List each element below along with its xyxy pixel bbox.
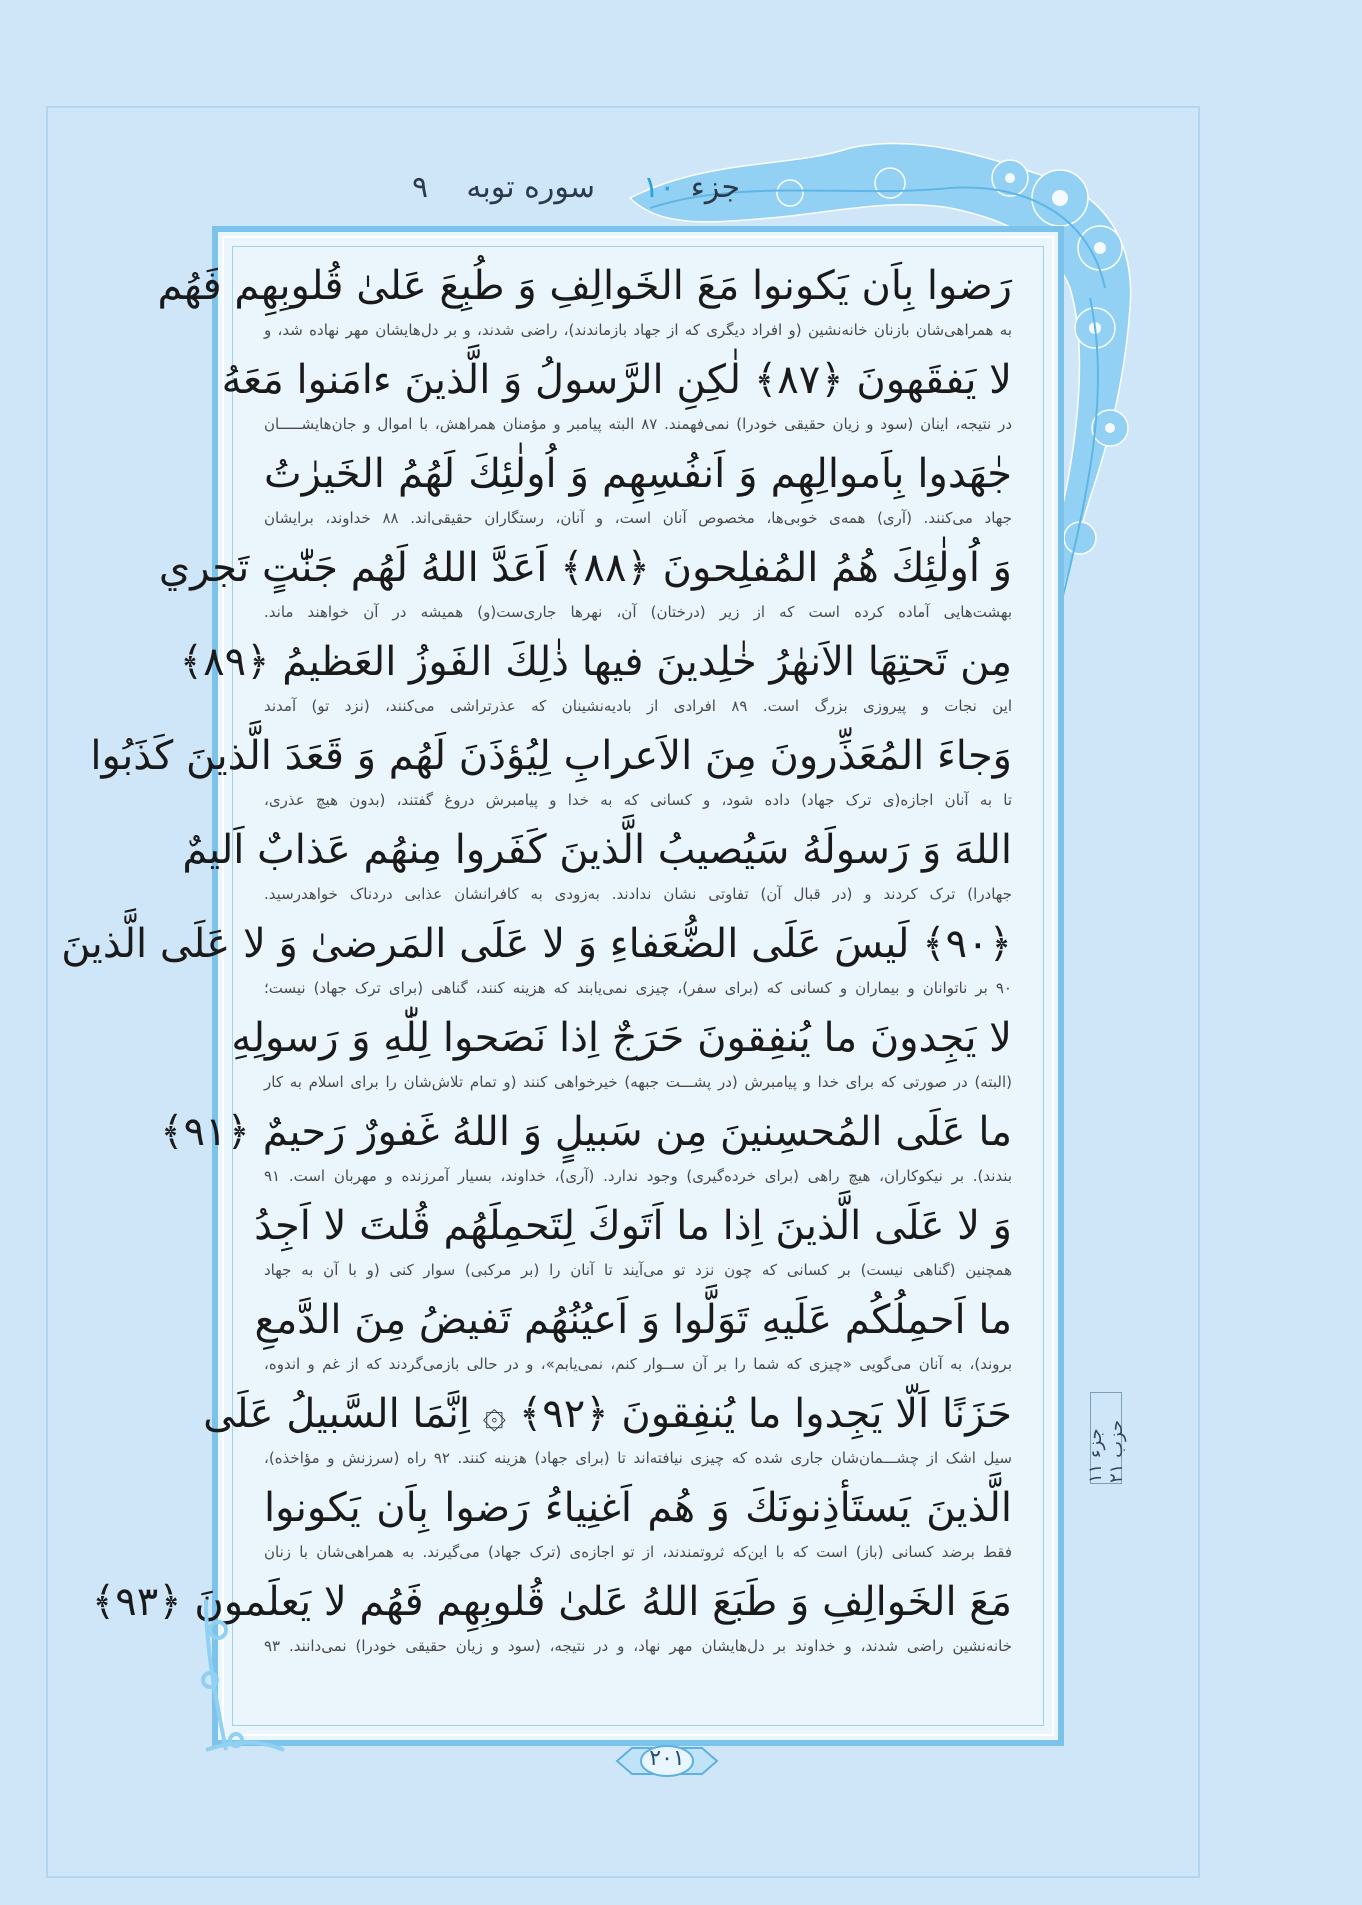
line-pair (158, 536, 1012, 630)
side-hizb-label (1085, 1392, 1127, 1484)
arabic-line: الَّذينَ يَستَأذِنونَكَ وَ هُم اَغنِياءُ رَضوا بِاَن يَكونوا (264, 1485, 1012, 1531)
persian-line: بروند)، به آنان می‌گویی «چیزی که شما را بر آن ســوار کنم، نمی‌یابم»، و در حالی بازمی‌گردند که از غم و اندوه، (264, 1355, 1012, 1373)
persian-line: (البته) در صورتی که برای خدا و پیامبرش (در پشـــت جبهه) خیرخواهی کنند (و تمام تلاش‌شان را برای اسلام به کار (264, 1073, 1012, 1091)
arabic-line: ما اَحمِلُكُم عَلَيهِ تَوَلَّوا وَ اَعيُنُهُم تَفيضُ مِنَ الدَّمعِ (254, 1297, 1012, 1343)
line-pair (179, 630, 1012, 724)
arabic-line: ﴿٩٠﴾ لَيسَ عَلَى الضُّعَفاءِ وَ لا عَلَى المَرضىٰ وَ لا عَلَى الَّذينَ (61, 921, 1012, 967)
line-pair (264, 1476, 1012, 1570)
arabic-line: مِن تَحتِهَا الاَنهٰرُ خٰلِدينَ فيها ذٰلِكَ الفَوزُ العَظيمُ ﴿٨٩﴾ (179, 639, 1012, 685)
persian-line: جهادرا) ترک کردند و (در قبال آن) تفاوتی نشان ندادند. به‌زودی به کافرانشان عذابی دردناک خواهدرسید. (264, 885, 1012, 903)
persian-line: بهشت‌هایی آماده کرده است که از زیر (درختان) آن، نهرها جاری‌ست(و) همیشه در آن خواهند ماند. (264, 603, 1012, 621)
arabic-line: جٰهَدوا بِاَموالِهِم وَ اَنفُسِهِم وَ اُولٰئِكَ لَهُمُ الخَيرٰتُ (264, 451, 1012, 497)
surah-number: ۹ (412, 170, 429, 205)
line-pair (203, 1382, 1012, 1476)
line-pair (91, 1570, 1012, 1664)
line-pair (160, 1100, 1012, 1194)
line-pair (182, 818, 1012, 912)
arabic-line: ما عَلَى المُحسِنينَ مِن سَبيلٍ وَ اللهُ غَفورٌ رَحيمٌ ﴿٩١﴾ (160, 1109, 1012, 1155)
arabic-line: وَ لا عَلَى الَّذينَ اِذا ما اَتَوكَ لِتَحمِلَهُم قُلتَ لا اَجِدُ (254, 1203, 1012, 1249)
line-pair (231, 1006, 1012, 1100)
line-pair (254, 1194, 1012, 1288)
arabic-line: رَضوا بِاَن يَكونوا مَعَ الخَوالِفِ وَ طُبِعَ عَلىٰ قُلوبِهِم فَهُم (157, 263, 1012, 309)
line-pair (254, 1288, 1012, 1382)
juz-number: ۱۰ (643, 170, 676, 205)
page-header (380, 170, 740, 220)
persian-line: بندند). بر نیکوکاران، هیچ راهی (برای خرده‌گیری) وجود ندارد. (آری)، خداوند، بسیار آمرزنده و مهربان است. ۹۱ (264, 1167, 1012, 1185)
line-pair (157, 254, 1012, 348)
side-hizb-text: جزء ۱۱ حزب ۲۱ (1085, 1419, 1127, 1483)
persian-line: جهاد می‌کنند. (آری) همه‌ی خوبی‌ها، مخصوص آنان است، و آنان، رستگاران حقیقی‌اند. ۸۸ خداوند، برایشان (264, 509, 1012, 527)
corner-ornament-icon (196, 1590, 286, 1760)
persian-line: همچنین (گناهی نیست) بر کسانی که چون نزد تو می‌آیند تا آنان را (بر مرکبی) سوار کنی (و با آن به جهاد (264, 1261, 1012, 1279)
arabic-line: وَجاءَ المُعَذِّرونَ مِنَ الاَعرابِ لِيُؤذَنَ لَهُم وَ قَعَدَ الَّذينَ كَذَبُوا (90, 733, 1012, 779)
line-pair (61, 912, 1012, 1006)
arabic-line: لا يَجِدونَ ما يُنفِقونَ حَرَجٌ اِذا نَصَحوا لِلّٰهِ وَ رَسولِهِ (231, 1015, 1012, 1061)
line-pair (264, 442, 1012, 536)
surah-indicator (412, 170, 595, 205)
surah-label: سوره توبه (466, 170, 595, 205)
line-pair (221, 348, 1012, 442)
arabic-line: اللهَ وَ رَسولَهُ سَيُصيبُ الَّذينَ كَفَروا مِنهُم عَذابٌ اَليمٌ (182, 827, 1012, 873)
page-number-badge (612, 1740, 722, 1782)
persian-line: این نجات و پیروزی بزرگ است. ۸۹ افرادی از بادیه‌نشینان که عذرتراشی می‌کنند، (نزد تو) آمدند (264, 697, 1012, 715)
arabic-line: وَ اُولٰئِكَ هُمُ المُفلِحونَ ﴿٨٨﴾ اَعَدَّ اللهُ لَهُم جَنّٰتٍ تَجري (158, 545, 1012, 591)
persian-line: ۹۰ بر ناتوانان و بیماران و کسانی که (برای سفر)، چیزی نمی‌یابند که هزینه کنند، گناهی (برای ترک جهاد) نیست؛ (264, 979, 1012, 997)
persian-line: خانه‌نشین راضی شدند، و خداوند بر دل‌هایشان مهر نهاد، و در نتیجه، (سود و زیان حقیقی خودرا) نمی‌دانند. ۹۳ (264, 1637, 1012, 1655)
text-frame (61, 226, 1064, 1746)
line-pair (90, 724, 1012, 818)
persian-line: سیل اشک از چشـــمان‌شان جاری شده که چیزی نیافته‌اند تا (برای جهاد) هزینه کنند. ۹۲ راه (سرزنش و مؤاخذه)، (264, 1449, 1012, 1467)
persian-line: تا به آنان اجازه(ی ترک جهاد) داده شود، و کسانی که به خدا و پیامبرش دروغ گفتند، (بدون هیچ عذری، (264, 791, 1012, 809)
persian-line: در نتیجه، اینان (سود و زیان حقیقی خودرا) نمی‌فهمند. ۸۷ البته پیامبر و مؤمنان همراهش، با اموال و جان‌هایشـــــان (264, 415, 1012, 433)
page-number: ۲۰۱ (649, 1746, 685, 1771)
juz-indicator (643, 170, 740, 205)
arabic-line: لا يَفقَهونَ ﴿٨٧﴾ لٰكِنِ الرَّسولُ وَ الَّذينَ ءامَنوا مَعَهُ (221, 357, 1012, 403)
juz-label: جزء (690, 170, 740, 205)
arabic-line: مَعَ الخَوالِفِ وَ طَبَعَ اللهُ عَلىٰ قُلوبِهِم فَهُم لا يَعلَمونَ ﴿٩٣﴾ (91, 1579, 1012, 1625)
persian-line: فقط برضد کسانی (باز) است که با این‌که ثروتمندند، از تو اجازه‌ی (ترک جهاد) می‌گیرند. به همراهی‌شان با زنان (264, 1543, 1012, 1561)
persian-line: به همراهی‌شان بازنان خانه‌نشین (و افراد دیگری که از جهاد بازماندند)، راضی شدند، و بر دل‌هایشان مهر نهاده شد، و (264, 321, 1012, 339)
verse-lines (61, 254, 1012, 1664)
arabic-line: حَزَنًا اَلّا يَجِدوا ما يُنفِقونَ ﴿٩٢﴾ ۞ اِنَّمَا السَّبيلُ عَلَى (203, 1391, 1012, 1437)
